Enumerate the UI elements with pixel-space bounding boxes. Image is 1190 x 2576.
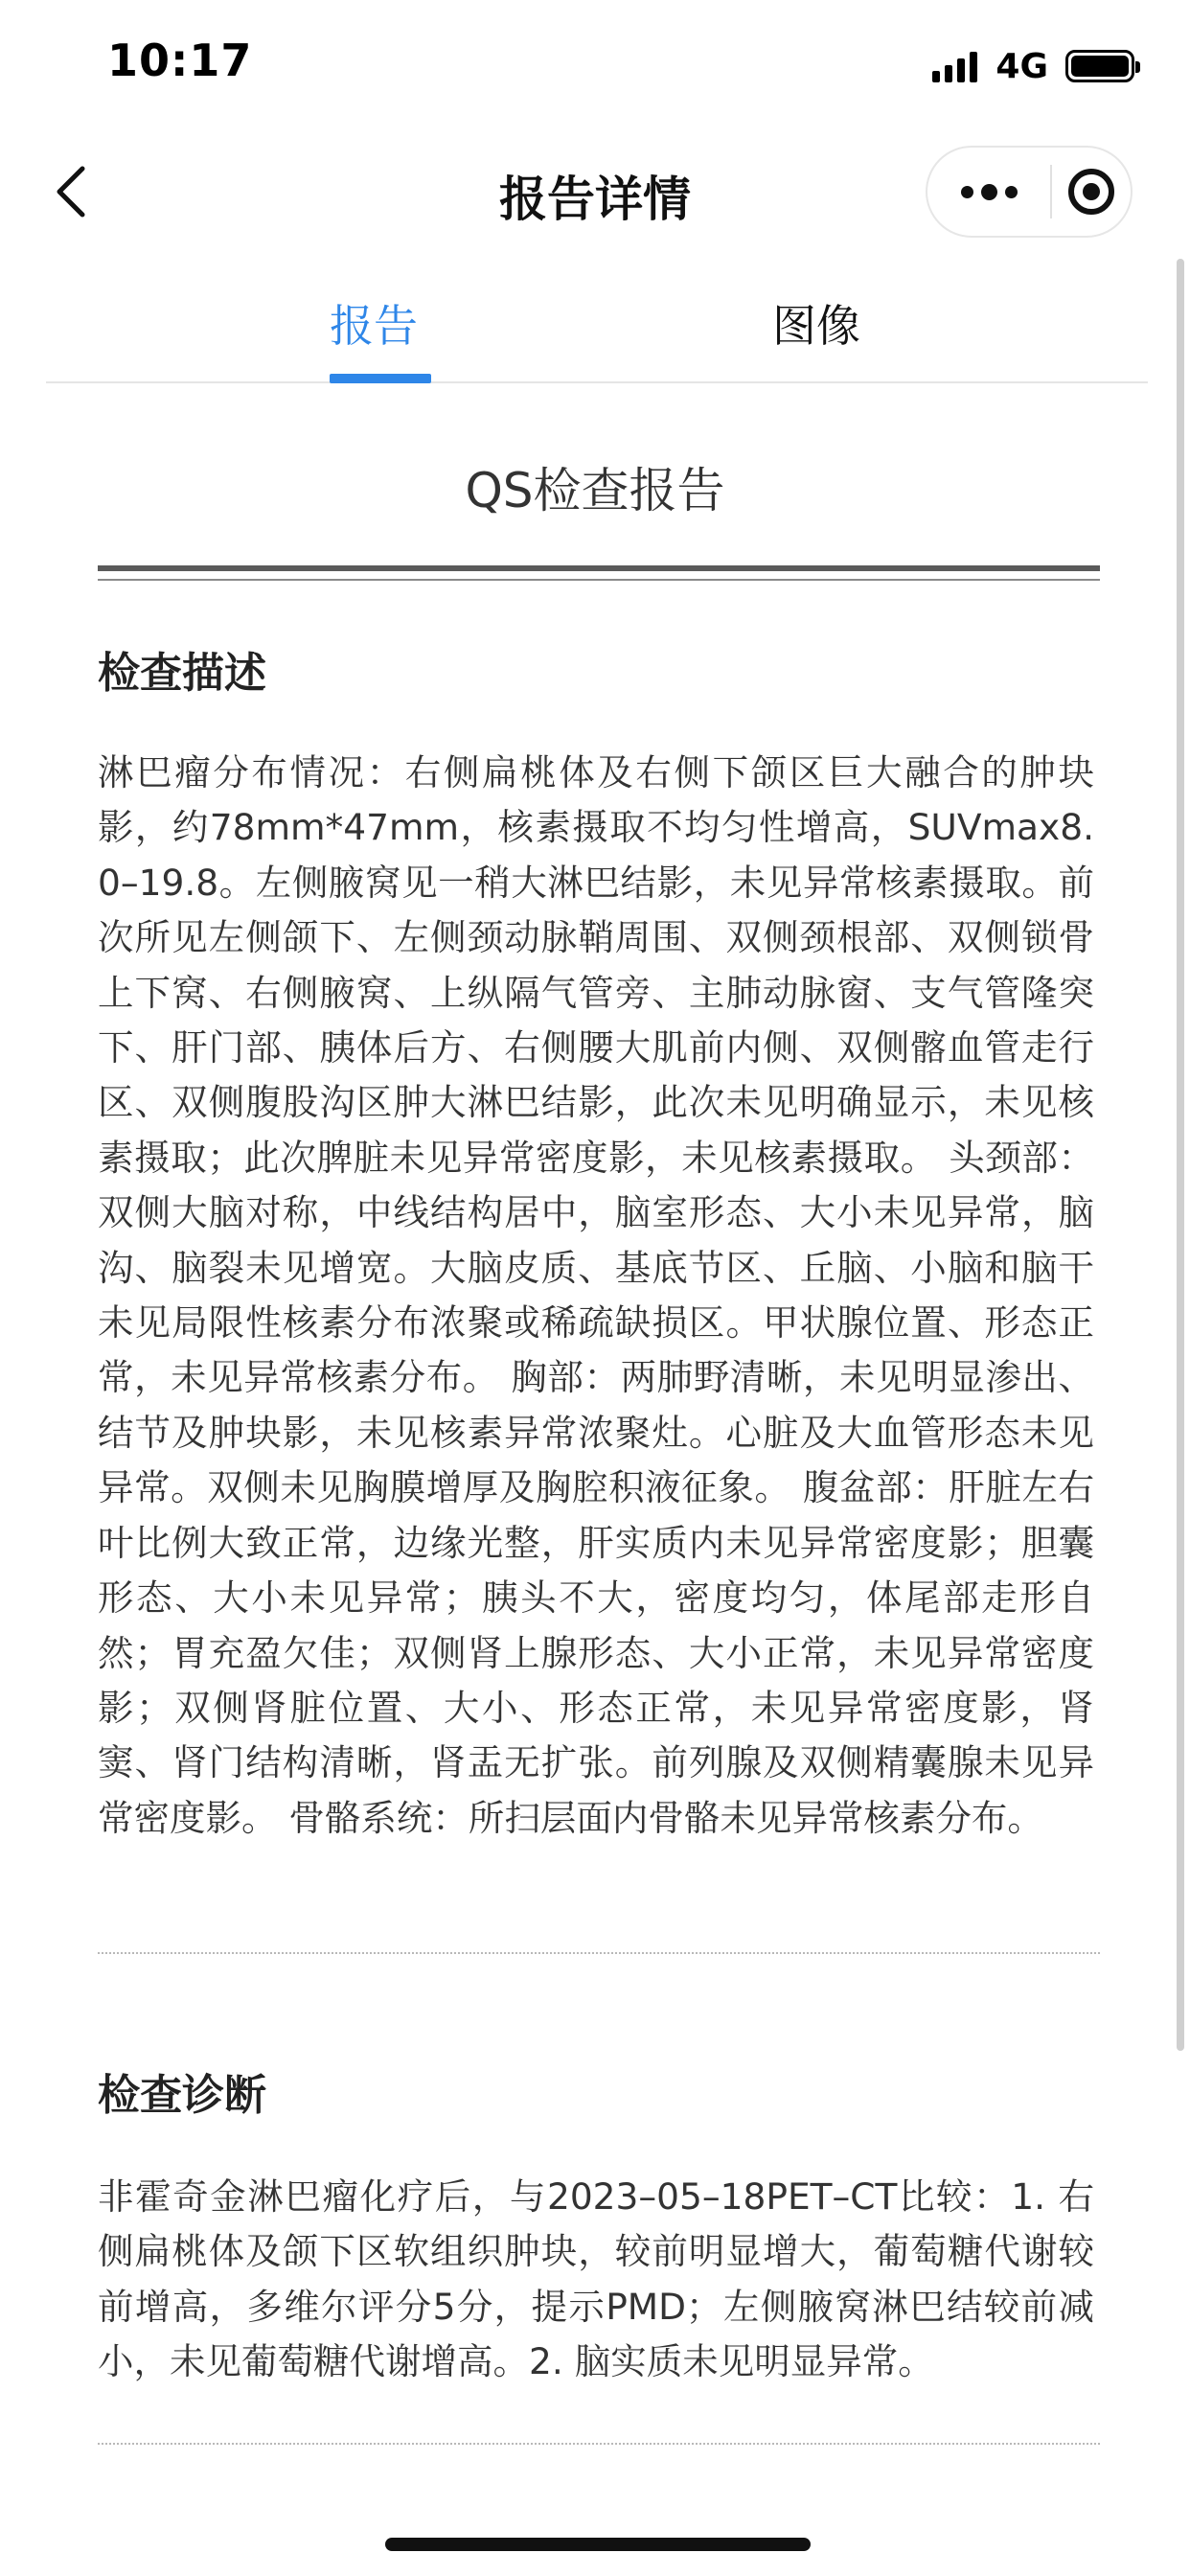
page-title: 报告详情 xyxy=(499,172,691,227)
close-target-icon xyxy=(1068,169,1114,215)
report-title: QS检查报告 xyxy=(465,463,725,518)
status-indicators xyxy=(932,42,1134,90)
home-indicator[interactable] xyxy=(385,2538,811,2551)
scrollbar[interactable] xyxy=(1177,259,1184,2051)
tab-bar xyxy=(46,263,1148,383)
more-dots-icon-right xyxy=(1005,186,1018,198)
tab-images[interactable]: 图像 xyxy=(772,300,860,352)
signal-icon xyxy=(932,50,982,82)
section-divider xyxy=(98,1952,1100,1954)
status-bar xyxy=(0,0,1190,134)
close-miniprogram-button[interactable] xyxy=(1052,148,1131,236)
more-button[interactable] xyxy=(927,148,1050,236)
battery-icon xyxy=(1065,50,1134,82)
section-text-diagnosis: 非霍奇金淋巴瘤化疗后，与2023–05–18PET–CT比较：1. 右侧扁桃体及颌下区软组织肿块，较前明显增大，葡萄糖代谢较前增高，多维尔评分5分，提示PMD；左侧腋窝淋巴结较前减小，未见葡萄糖代谢增高。2. 脑实质未见明显异常。 xyxy=(98,2175,1094,2383)
nav-bar xyxy=(0,134,1190,249)
status-time: 10:17 xyxy=(107,34,253,86)
section-divider-bottom xyxy=(98,2443,1100,2445)
menu-capsule xyxy=(926,146,1133,238)
title-divider xyxy=(98,565,1100,581)
section-heading-diagnosis: 检查诊断 xyxy=(98,2071,266,2120)
network-label: 4G xyxy=(995,46,1048,86)
active-tab-indicator xyxy=(330,374,431,383)
section-heading-description: 检查描述 xyxy=(98,649,266,698)
more-dots-icon xyxy=(961,186,973,198)
section-text-description: 淋巴瘤分布情况：右侧扁桃体及右侧下颌区巨大融合的肿块影，约78mm*47mm，核素摄取不均匀性增高，SUVmax8.0–19.8。左侧腋窝见一稍大淋巴结影，未见异常核素摄取。前次所见左侧颌下、左侧颈动脉鞘周围、双侧颈根部、双侧锁骨上下窝、右侧腋窝、上纵隔气管旁、主肺动脉窗、支气管隆突下、肝门部、胰体后方、右侧腰大肌前内侧、双侧髂血管走行区、双侧腹股沟区肿大淋巴结影，此次未见明确显示，未见核素摄取；此次脾脏未见异常密度影，未见核素摄取。 头颈部：双侧大脑对称，中线结构居中，脑室形态、大小未见异常，脑沟、脑裂未见增宽。大脑皮质、基底节区、丘脑、小脑和脑干未见局限性核素分布浓聚或稀疏缺损区。甲状腺位置、形态正常，未见异常核素分布。 胸部：两肺野清晰，未见明显渗出、结节及肿块影，未见核素异常浓聚灶。心脏及大血管形态未见异常。双侧未见胸膜增厚及胸腔积液征象。 腹盆部：肝脏左右叶比例大致正常，边缘光整，肝实质内未见异常密度影；胆囊形态、大小未见异常；胰头不大，密度均匀，体尾部走形自然；胃充盈欠佳；双侧肾上腺形态、大小正常，未见异常密度影；双侧肾脏位置、大小、形态正常，未见异常密度影，肾窦、肾门结构清晰，肾盂无扩张。前列腺及双侧精囊腺未见异常密度影。 骨骼系统：所扫层面内骨骼未见异常核素分布。 xyxy=(98,751,1094,1839)
more-dots-icon-center xyxy=(981,184,997,200)
tab-report[interactable]: 报告 xyxy=(330,300,418,352)
